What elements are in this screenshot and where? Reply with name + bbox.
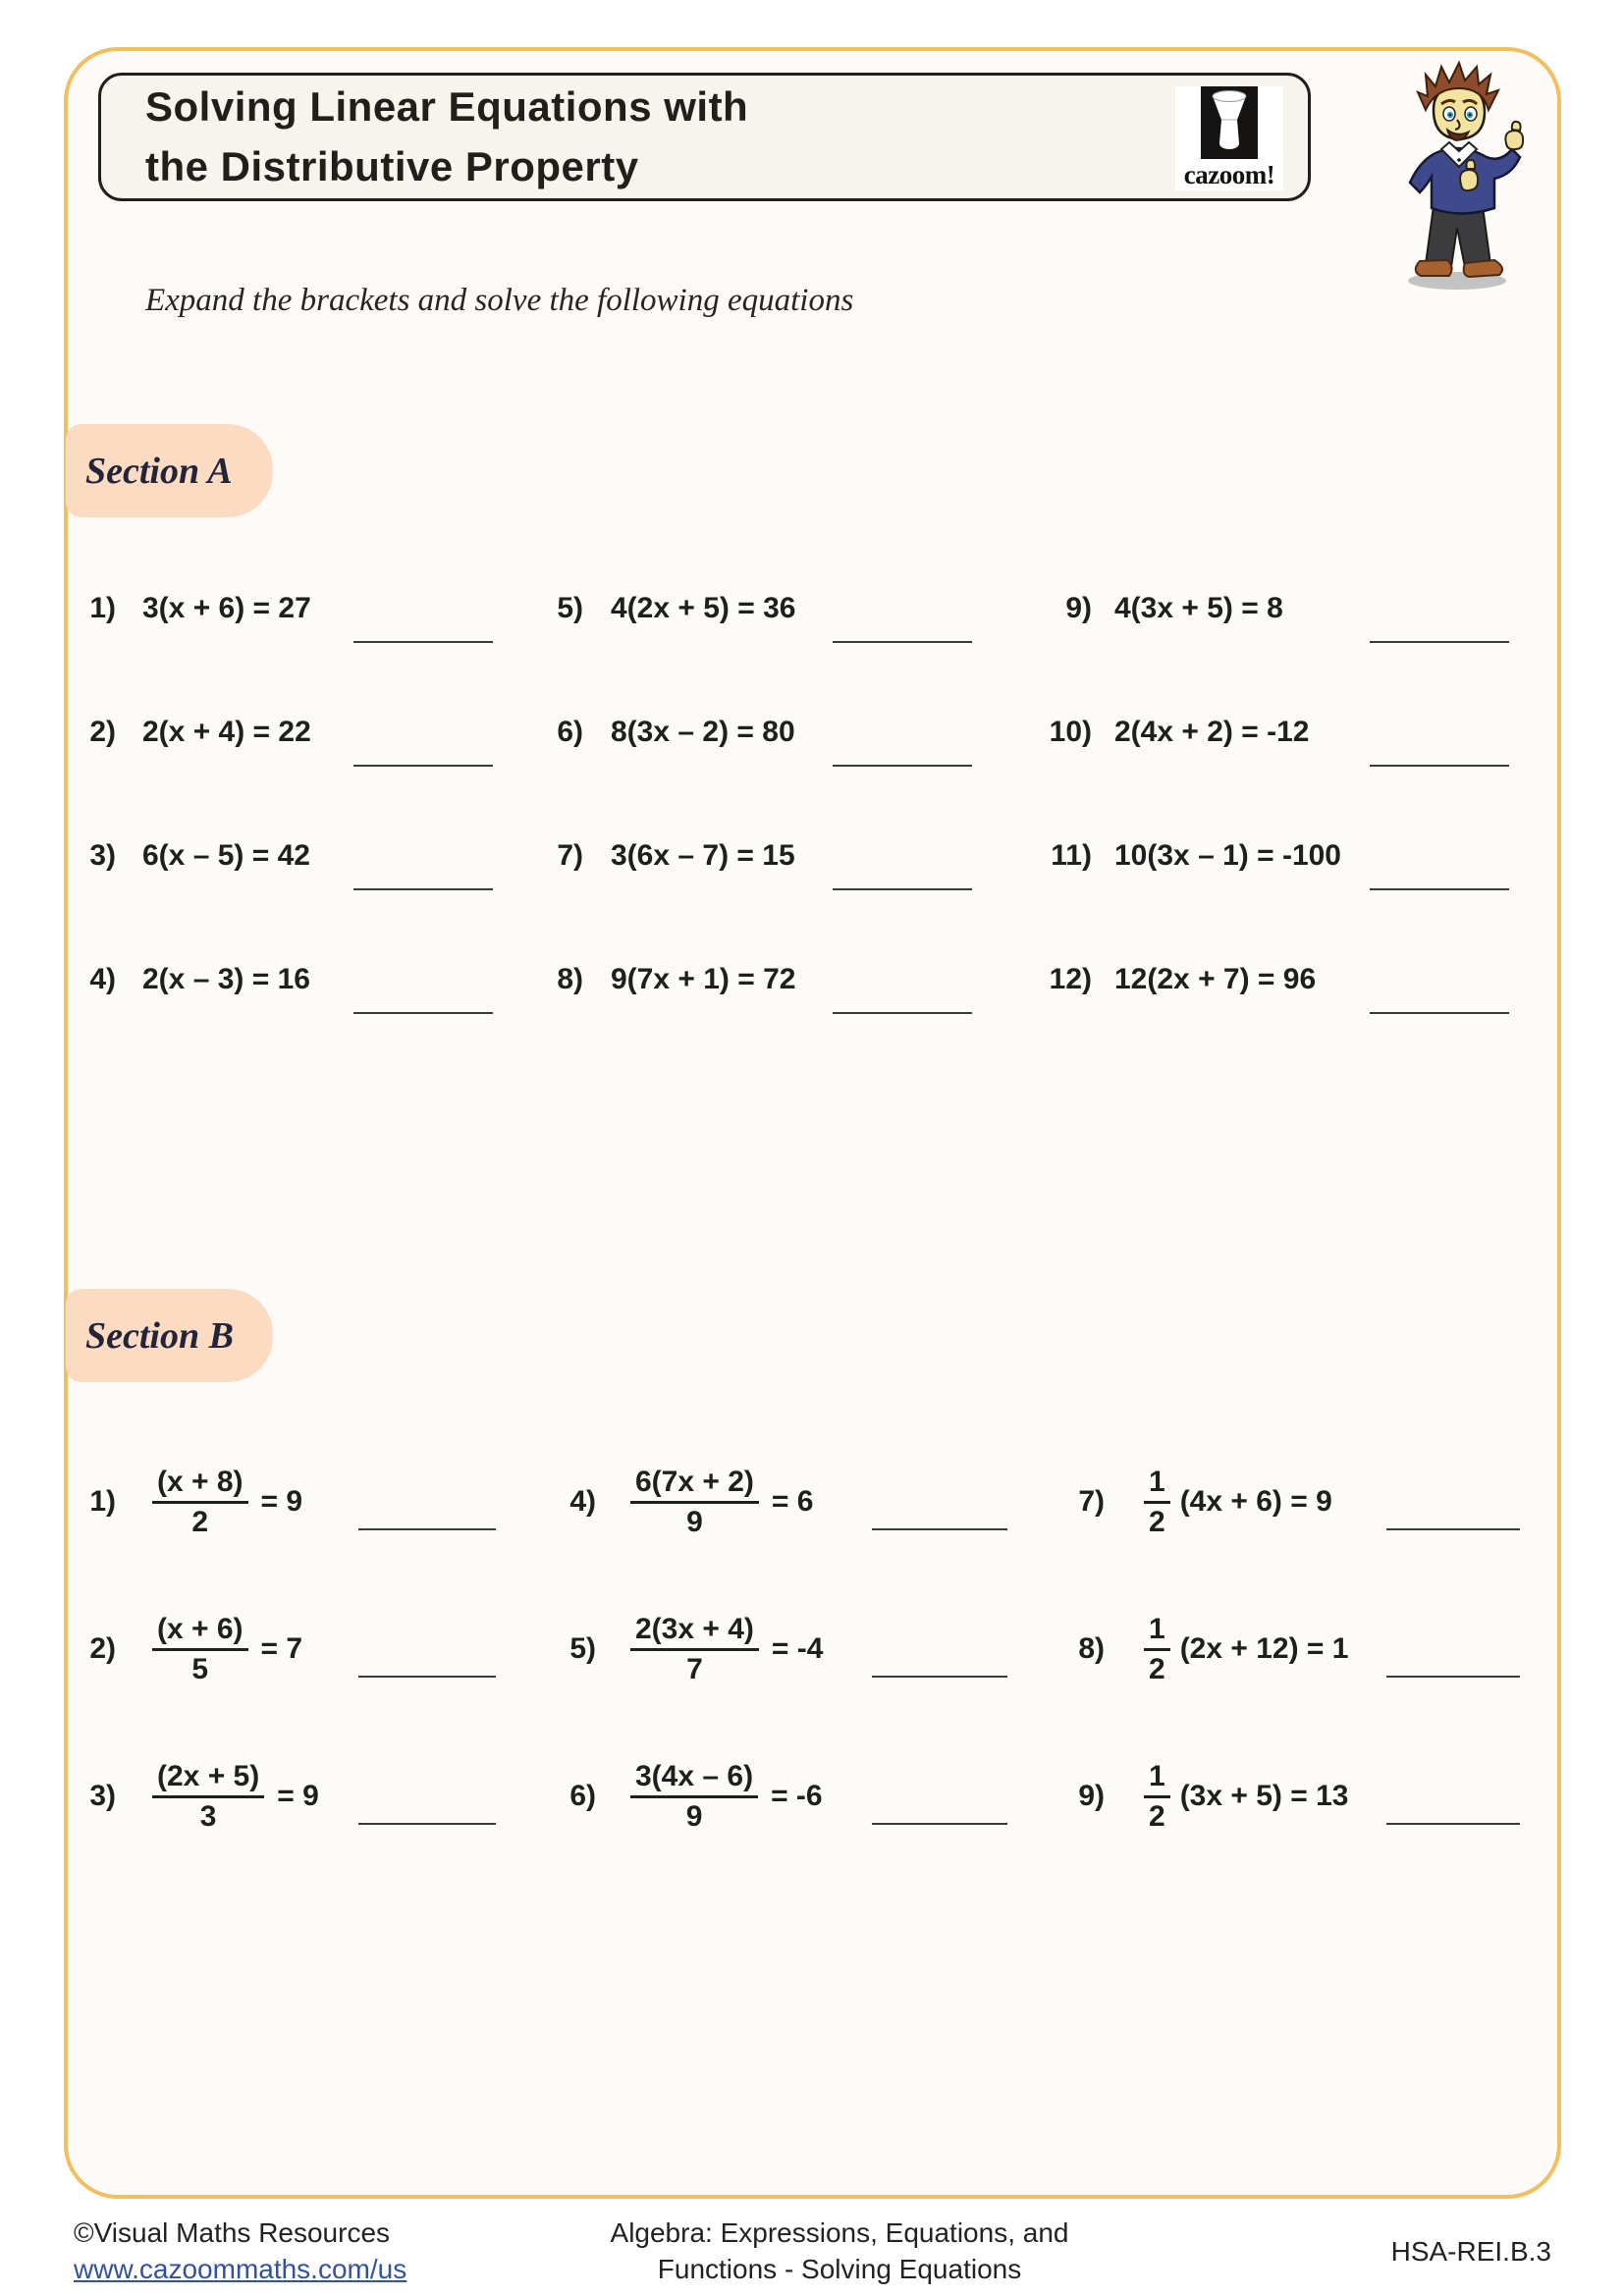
answer-line (1370, 1012, 1509, 1014)
equation-rhs: = -4 (771, 1632, 824, 1665)
section-b-tab (66, 1289, 273, 1382)
standard-code: HSA-REI.B.3 (1390, 2236, 1551, 2267)
question-item (67, 963, 310, 996)
instruction-text: Expand the brackets and solve the following equations (145, 283, 854, 318)
footer-category (594, 2215, 1085, 2287)
question-number: 1) (89, 1485, 116, 1518)
fraction-numerator: 1 (1149, 1759, 1165, 1792)
question-item (1015, 963, 1316, 996)
question-item (67, 1737, 319, 1855)
fraction (152, 1464, 248, 1541)
equation-rhs: = 7 (260, 1632, 303, 1665)
fraction-denominator: 2 (1149, 1799, 1165, 1833)
question-item (1015, 592, 1283, 625)
equation: 9(7x + 1) = 72 (611, 963, 796, 995)
equation: 8(3x – 2) = 80 (611, 716, 795, 748)
question-item (67, 1590, 302, 1708)
category-line2: Functions - Solving Equations (657, 2254, 1022, 2284)
equation: 2(x + 4) = 22 (142, 716, 311, 748)
answer-line (358, 1823, 496, 1825)
fraction-numerator: (x + 6) (157, 1612, 244, 1645)
equation: 4(2x + 5) = 36 (611, 592, 796, 624)
question-number: 3) (89, 1780, 116, 1812)
equation: 10(3x – 1) = -100 (1114, 839, 1341, 872)
question-number: 2) (89, 716, 116, 748)
worksheet-border-frame (64, 47, 1561, 2199)
answer-line (872, 1528, 1007, 1530)
fraction-numerator: 1 (1149, 1465, 1165, 1498)
page-title-line2: the Distributive Property (145, 143, 639, 189)
answer-line (353, 765, 493, 767)
equation: 3(x + 6) = 27 (142, 592, 311, 624)
fraction (1144, 1758, 1170, 1836)
question-item (542, 1590, 823, 1708)
answer-line (1386, 1823, 1520, 1825)
equation-rhs: (2x + 12) = 1 (1179, 1632, 1349, 1665)
equation-rhs: = 6 (771, 1485, 814, 1518)
question-item (1028, 1737, 1348, 1855)
question-item (542, 1443, 813, 1561)
answer-line (353, 888, 493, 890)
question-number: 9) (1065, 592, 1092, 624)
website-link[interactable]: www.cazoommaths.com/us (74, 2254, 407, 2284)
question-number: 6) (557, 716, 583, 748)
question-number: 4) (89, 963, 116, 995)
answer-line (1386, 1676, 1520, 1678)
answer-line (833, 1012, 972, 1014)
answer-line (833, 641, 972, 643)
page-title (145, 77, 1029, 196)
section-a-label: Section A (85, 450, 233, 492)
equation-rhs: (3x + 5) = 13 (1179, 1780, 1349, 1812)
question-item (1015, 839, 1341, 873)
fraction (1144, 1464, 1170, 1541)
answer-line (358, 1676, 496, 1678)
answer-line (358, 1528, 496, 1530)
equation-rhs: = 9 (260, 1485, 303, 1518)
equation-rhs: = -6 (771, 1780, 823, 1812)
fraction (152, 1611, 248, 1688)
fraction-numerator: (2x + 5) (157, 1759, 260, 1792)
copyright-text: ©Visual Maths Resources (74, 2217, 391, 2248)
answer-line (1370, 641, 1509, 643)
question-number: 7) (1078, 1485, 1105, 1518)
question-number: 8) (557, 963, 583, 995)
footer-left (74, 2215, 406, 2287)
category-line1: Algebra: Expressions, Equations, and (610, 2217, 1069, 2248)
section-a-tab (66, 424, 273, 517)
answer-line (872, 1676, 1007, 1678)
answer-line (1370, 765, 1509, 767)
drum-icon (1201, 86, 1258, 159)
answer-line (872, 1823, 1007, 1825)
fraction (630, 1758, 758, 1836)
answer-line (353, 641, 493, 643)
fraction-numerator: (x + 8) (157, 1465, 244, 1498)
equation: 2(4x + 2) = -12 (1114, 716, 1310, 748)
question-number: 5) (557, 592, 583, 624)
question-item (67, 716, 311, 749)
question-item (534, 716, 795, 749)
question-item (1028, 1443, 1332, 1561)
question-item (1015, 716, 1309, 749)
fraction (152, 1758, 264, 1836)
equation: 4(3x + 5) = 8 (1114, 592, 1283, 624)
fraction-numerator: 2(3x + 4) (635, 1612, 754, 1645)
fraction-denominator: 2 (1149, 1652, 1165, 1685)
cazoom-logo-text: cazoom! (1183, 160, 1275, 189)
page-title-line1: Solving Linear Equations with (145, 83, 749, 130)
question-number: 9) (1078, 1780, 1105, 1812)
question-item (67, 592, 311, 625)
fraction-numerator: 1 (1149, 1612, 1165, 1645)
question-number: 7) (557, 839, 583, 872)
fraction-denominator: 9 (686, 1505, 703, 1538)
question-number: 4) (569, 1485, 596, 1518)
answer-line (353, 1012, 493, 1014)
fraction (630, 1611, 759, 1688)
cazoom-logo (1175, 86, 1283, 190)
equation: 12(2x + 7) = 96 (1114, 963, 1317, 995)
question-item (534, 963, 795, 996)
question-number: 12) (1049, 963, 1092, 995)
question-number: 6) (569, 1780, 596, 1812)
question-number: 1) (89, 592, 116, 624)
question-number: 5) (569, 1632, 596, 1665)
fraction (1144, 1611, 1170, 1688)
answer-line (1370, 888, 1509, 890)
question-number: 11) (1051, 839, 1092, 872)
question-number: 10) (1049, 716, 1092, 748)
answer-line (833, 888, 972, 890)
question-item (67, 1443, 302, 1561)
equation-rhs: = 9 (277, 1780, 319, 1812)
answer-line (1386, 1528, 1520, 1530)
equation-rhs: (4x + 6) = 9 (1179, 1485, 1332, 1518)
equation: 6(x – 5) = 42 (142, 839, 310, 872)
equation: 3(6x – 7) = 15 (611, 839, 795, 872)
fraction (630, 1464, 759, 1541)
fraction-numerator: 3(4x – 6) (635, 1759, 754, 1792)
question-number: 8) (1078, 1632, 1105, 1665)
fraction-numerator: 6(7x + 2) (635, 1465, 754, 1498)
question-number: 2) (89, 1632, 116, 1665)
fraction-denominator: 2 (1149, 1505, 1165, 1538)
question-number: 3) (89, 839, 116, 872)
question-item (542, 1737, 823, 1855)
question-item (67, 839, 310, 873)
fraction-denominator: 5 (191, 1652, 209, 1685)
fraction-denominator: 2 (191, 1505, 209, 1538)
fraction-denominator: 9 (685, 1799, 703, 1833)
section-b-label: Section B (85, 1314, 234, 1357)
question-item (534, 839, 795, 873)
question-item (1028, 1590, 1348, 1708)
equation: 2(x – 3) = 16 (142, 963, 310, 995)
answer-line (833, 765, 972, 767)
fraction-denominator: 7 (686, 1652, 703, 1685)
fraction-denominator: 3 (199, 1799, 217, 1833)
question-item (534, 592, 795, 625)
